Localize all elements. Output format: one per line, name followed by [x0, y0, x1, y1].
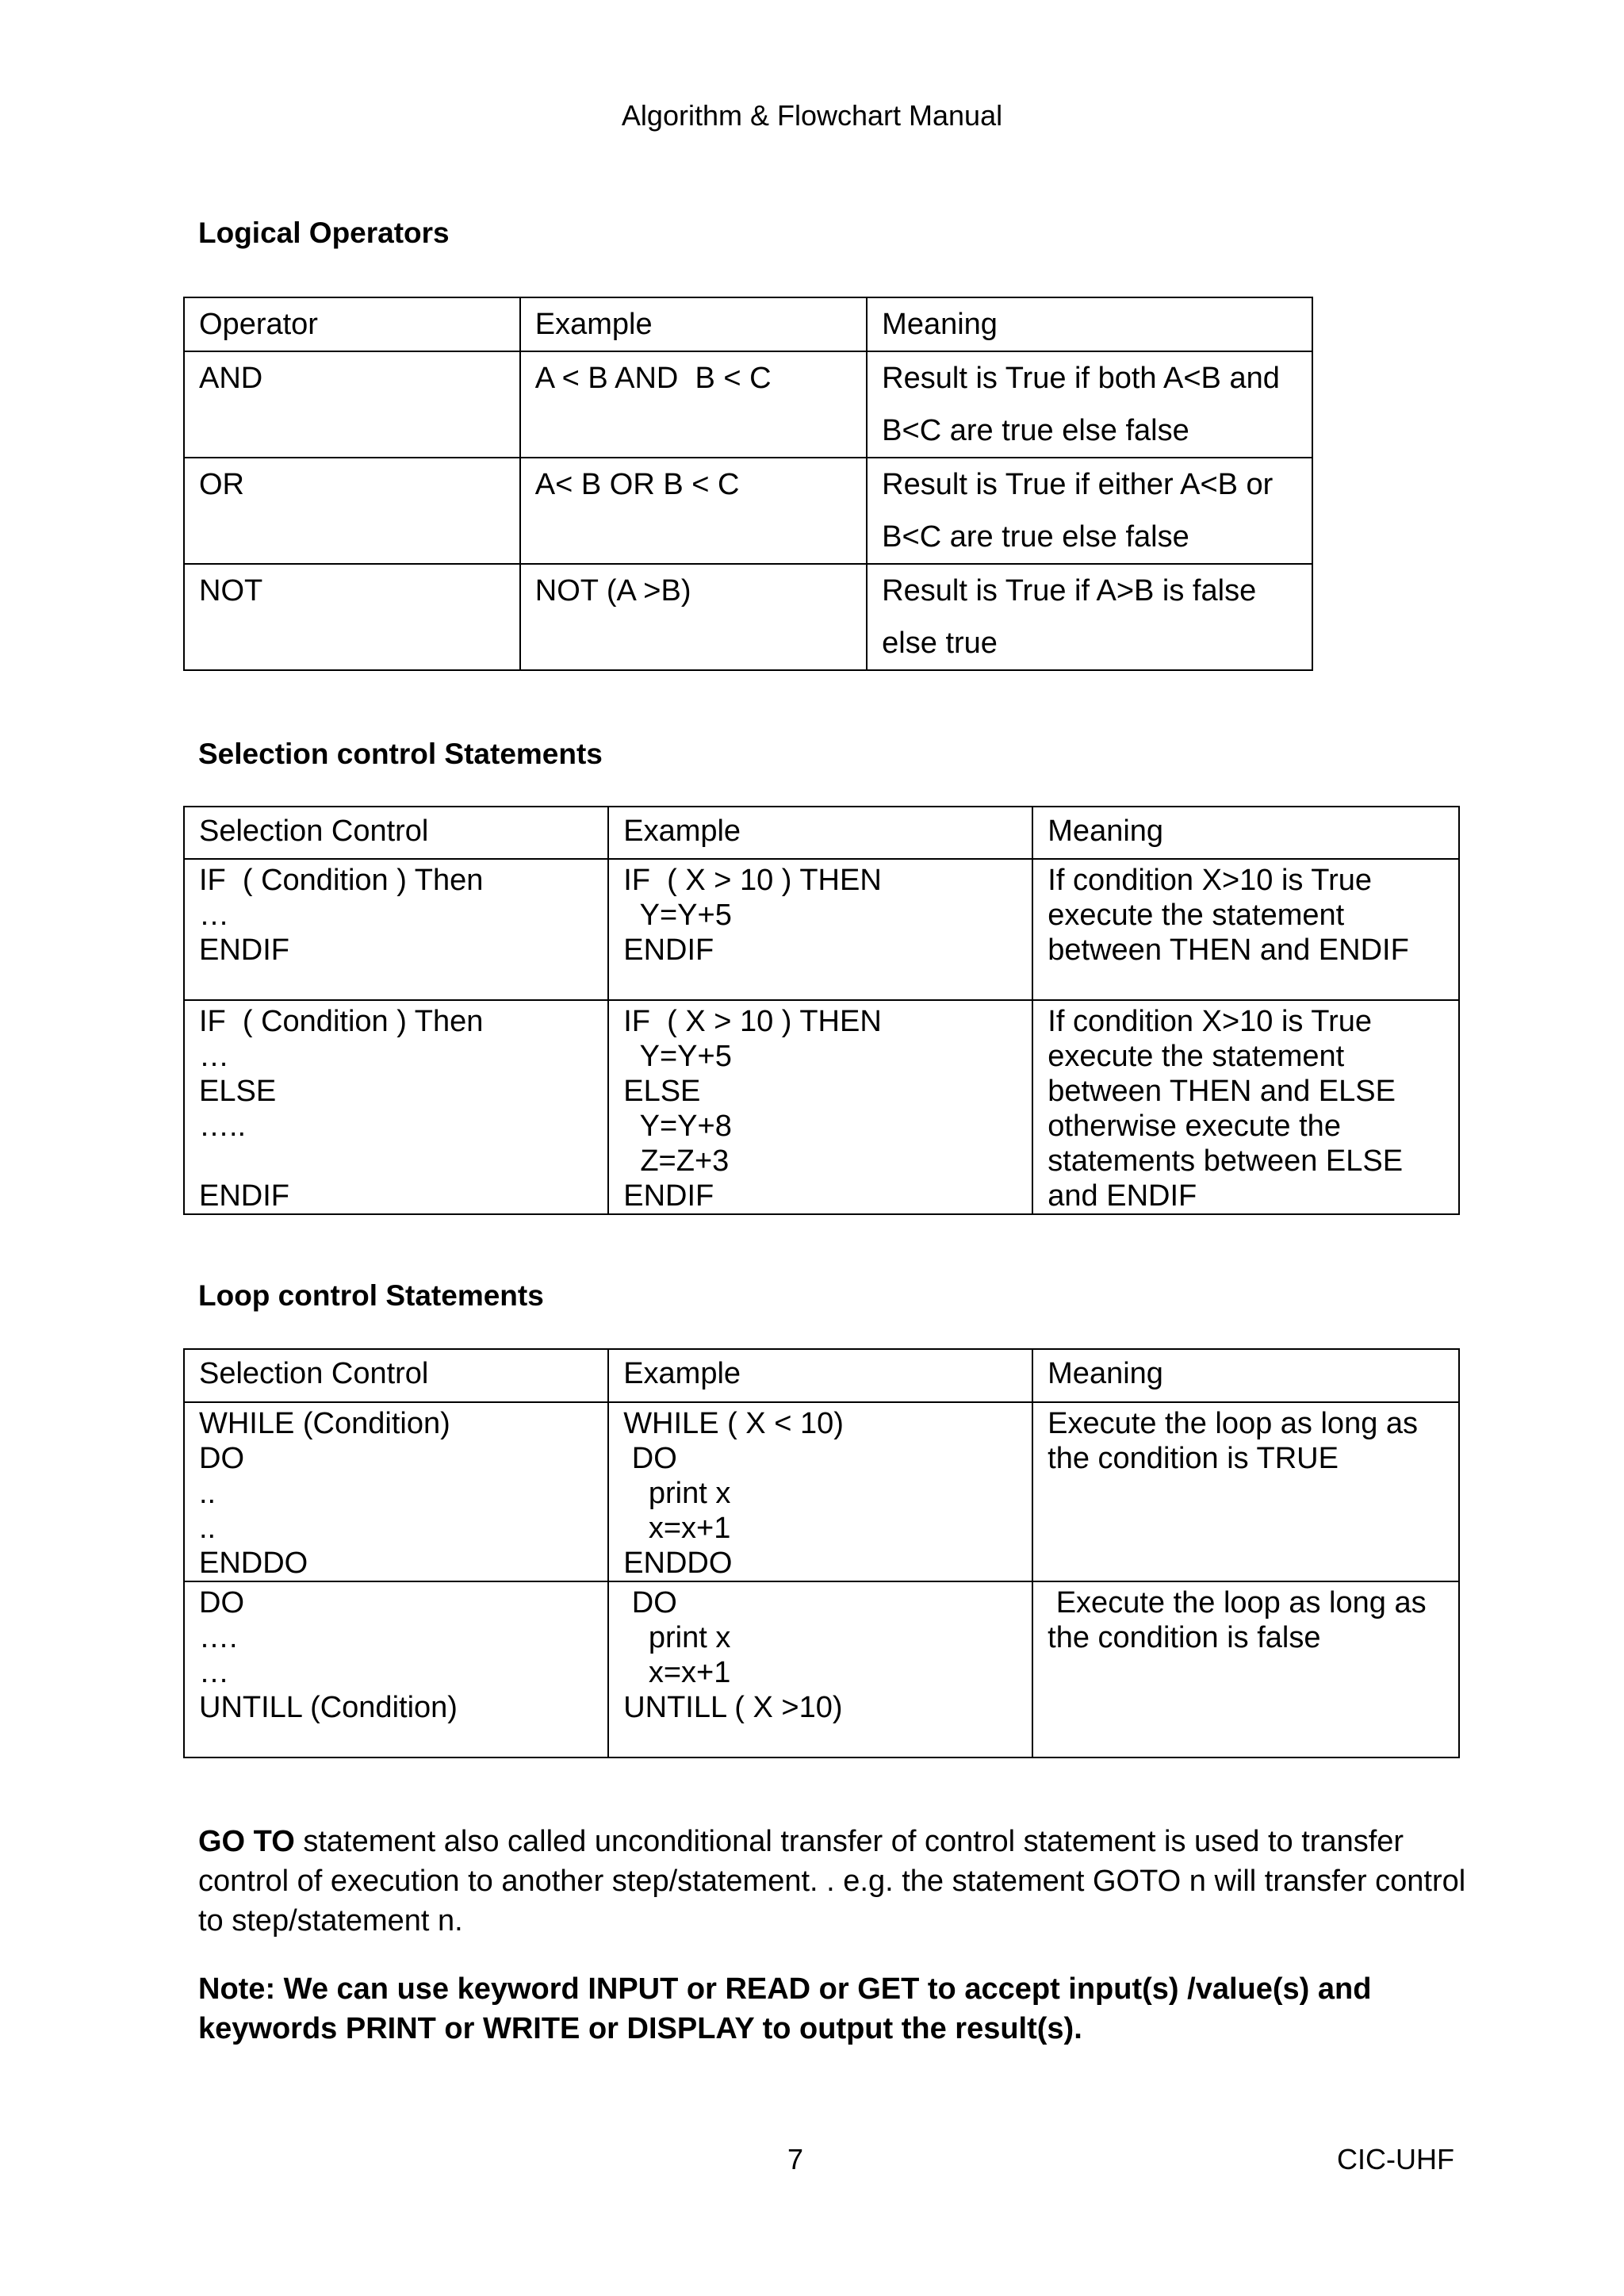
column-header: Example	[520, 297, 867, 351]
table-row	[184, 1402, 1459, 1581]
table-cell: IF ( X > 10 ) THEN Y=Y+5 ENDIF	[608, 859, 1032, 1000]
table-cell: A < B AND B < C	[520, 351, 867, 458]
column-header: Meaning	[1032, 1349, 1459, 1402]
column-header: Example	[608, 807, 1032, 859]
section-title-selection-control: Selection control Statements	[198, 738, 603, 770]
table-cell: WHILE ( X < 10) DO print x x=x+1 ENDDO	[608, 1402, 1032, 1581]
column-header: Example	[608, 1349, 1032, 1402]
table-cell: Result is True if either A<B or B<C are true else false	[867, 458, 1312, 564]
footer-org: CIC-UHF	[1337, 2143, 1454, 2175]
table-cell: If condition X>10 is True execute the statement between THEN and ELSE otherwise execute the statements between ELSE and ENDIF	[1032, 1000, 1459, 1214]
table-cell: IF ( Condition ) Then … ELSE ….. ENDIF	[184, 1000, 608, 1214]
column-header: Selection Control	[184, 1349, 608, 1402]
table-cell: DO …. … UNTILL (Condition)	[184, 1581, 608, 1757]
note-paragraph: Note: We can use keyword INPUT or READ or GET to accept input(s) /value(s) and keywords PRINT or WRITE or DISPLAY to output the result(s).	[198, 1972, 1372, 2045]
table-row	[184, 458, 1312, 564]
section-title-loop-control: Loop control Statements	[198, 1279, 544, 1312]
table-header-row	[184, 1349, 1459, 1402]
table-cell: NOT (A >B)	[520, 564, 867, 670]
table-cell: A< B OR B < C	[520, 458, 867, 564]
table-cell: Result is True if A>B is false else true	[867, 564, 1312, 670]
loop-control-table	[183, 1348, 1460, 1758]
table-cell: AND	[184, 351, 520, 458]
table-cell: Result is True if both A<B and B<C are true else false	[867, 351, 1312, 458]
table-cell: IF ( Condition ) Then … ENDIF	[184, 859, 608, 1000]
table-cell: NOT	[184, 564, 520, 670]
table-cell: WHILE (Condition) DO .. .. ENDDO	[184, 1402, 608, 1581]
table-cell: Execute the loop as long as the condition is TRUE	[1032, 1402, 1459, 1581]
table-row	[184, 1581, 1459, 1757]
page-header: Algorithm & Flowchart Manual	[621, 99, 1003, 132]
table-cell: OR	[184, 458, 520, 564]
table-header-row	[184, 297, 1312, 351]
table-cell: Execute the loop as long as the condition is false	[1032, 1581, 1459, 1757]
section-title-logical-operators: Logical Operators	[198, 217, 450, 249]
table-row	[184, 564, 1312, 670]
table-header-row	[184, 807, 1459, 859]
column-header: Operator	[184, 297, 520, 351]
goto-paragraph	[198, 1822, 1467, 1941]
table-cell: IF ( X > 10 ) THEN Y=Y+5 ELSE Y=Y+8 Z=Z+3 ENDIF	[608, 1000, 1032, 1214]
selection-control-table	[183, 806, 1460, 1215]
table-row	[184, 1000, 1459, 1214]
column-header: Selection Control	[184, 807, 608, 859]
goto-keyword: GO TO	[198, 1825, 295, 1858]
goto-text: statement also called unconditional transfer of control statement is used to transfer control of execution to another step/statement. . e.g. the statement GOTO n will transfer control to step/statement n.	[198, 1825, 1466, 1938]
logical-operators-table	[183, 297, 1313, 671]
table-cell: If condition X>10 is True execute the statement between THEN and ENDIF	[1032, 859, 1459, 1000]
column-header: Meaning	[867, 297, 1312, 351]
page-number: 7	[787, 2143, 804, 2175]
table-cell: DO print x x=x+1 UNTILL ( X >10)	[608, 1581, 1032, 1757]
table-row	[184, 859, 1459, 1000]
table-row	[184, 351, 1312, 458]
column-header: Meaning	[1032, 807, 1459, 859]
